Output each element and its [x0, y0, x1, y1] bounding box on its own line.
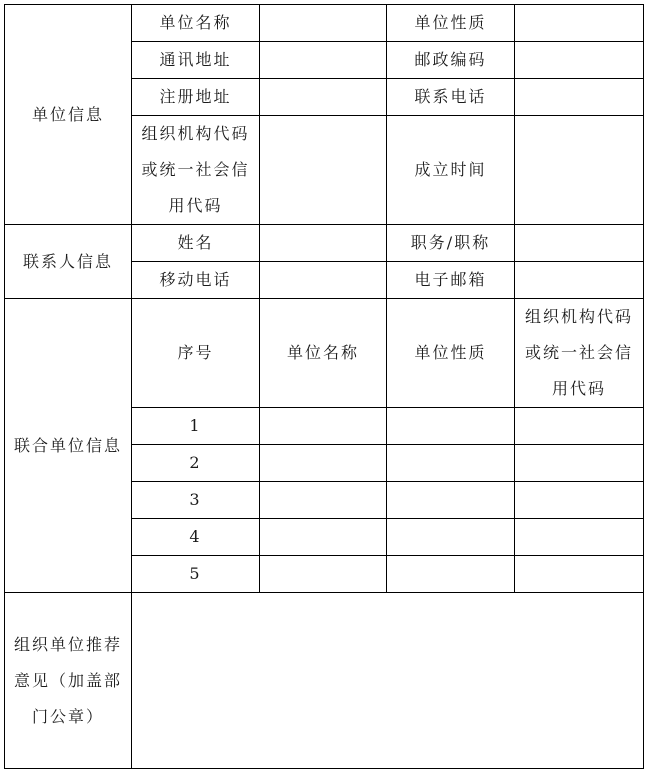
email-label: 电子邮箱: [387, 262, 515, 299]
email-field[interactable]: [515, 262, 644, 299]
contact-name-label: 姓名: [132, 225, 260, 262]
joint-row-seq: 2: [132, 445, 260, 482]
section-contact-info: 联系人信息: [5, 225, 132, 299]
joint-row-seq: 4: [132, 519, 260, 556]
org-code-field[interactable]: [260, 116, 387, 225]
registration-form-table: [4, 4, 644, 769]
joint-row-seq: 3: [132, 482, 260, 519]
joint-nature-header: 单位性质: [387, 299, 515, 408]
joint-row-nature-field[interactable]: [387, 519, 515, 556]
unit-nature-label: 单位性质: [387, 5, 515, 42]
recommendation-label-line-3: 门公章）: [31, 706, 104, 726]
joint-row-code-field[interactable]: [515, 556, 644, 593]
joint-code-header-line-1: 组织机构代码: [524, 307, 633, 326]
contact-title-field[interactable]: [515, 225, 644, 262]
joint-row-nature-field[interactable]: [387, 556, 515, 593]
org-code-label-line-2: 或统一社会信: [141, 160, 250, 179]
joint-row-code-field[interactable]: [515, 408, 644, 445]
joint-row-seq: 5: [132, 556, 260, 593]
phone-field[interactable]: [515, 79, 644, 116]
contact-name-field[interactable]: [260, 225, 387, 262]
section-joint-unit-info: 联合单位信息: [5, 299, 132, 593]
mobile-field[interactable]: [260, 262, 387, 299]
unit-name-field[interactable]: [260, 5, 387, 42]
address-label: 通讯地址: [132, 42, 260, 79]
joint-row-name-field[interactable]: [260, 482, 387, 519]
joint-seq-header: 序号: [132, 299, 260, 408]
founded-label: 成立时间: [387, 116, 515, 225]
joint-code-header-line-3: 用代码: [551, 379, 606, 398]
joint-row-name-field[interactable]: [260, 519, 387, 556]
org-code-label-line-3: 用代码: [168, 196, 223, 215]
founded-field[interactable]: [515, 116, 644, 225]
postcode-label: 邮政编码: [387, 42, 515, 79]
phone-label: 联系电话: [387, 79, 515, 116]
unit-nature-field[interactable]: [515, 5, 644, 42]
reg-address-field[interactable]: [260, 79, 387, 116]
recommendation-label-line-1: 组织单位推荐: [13, 634, 122, 654]
recommendation-label-line-2: 意见（加盖部: [13, 670, 122, 690]
joint-row-name-field[interactable]: [260, 445, 387, 482]
postcode-field[interactable]: [515, 42, 644, 79]
joint-code-header: [515, 299, 644, 408]
address-field[interactable]: [260, 42, 387, 79]
mobile-label: 移动电话: [132, 262, 260, 299]
joint-row-nature-field[interactable]: [387, 445, 515, 482]
joint-row-name-field[interactable]: [260, 408, 387, 445]
recommendation-field[interactable]: [132, 593, 644, 769]
joint-row-name-field[interactable]: [260, 556, 387, 593]
joint-row-code-field[interactable]: [515, 519, 644, 556]
section-unit-info: 单位信息: [5, 5, 132, 225]
org-code-label: [132, 116, 260, 225]
contact-title-label: 职务/职称: [387, 225, 515, 262]
unit-name-label: 单位名称: [132, 5, 260, 42]
recommendation-label: [5, 593, 132, 769]
joint-row-nature-field[interactable]: [387, 482, 515, 519]
joint-row-code-field[interactable]: [515, 445, 644, 482]
reg-address-label: 注册地址: [132, 79, 260, 116]
org-code-label-line-1: 组织机构代码: [141, 124, 250, 143]
joint-code-header-line-2: 或统一社会信: [524, 343, 633, 362]
joint-row-seq: 1: [132, 408, 260, 445]
joint-row-code-field[interactable]: [515, 482, 644, 519]
joint-name-header: 单位名称: [260, 299, 387, 408]
joint-row-nature-field[interactable]: [387, 408, 515, 445]
